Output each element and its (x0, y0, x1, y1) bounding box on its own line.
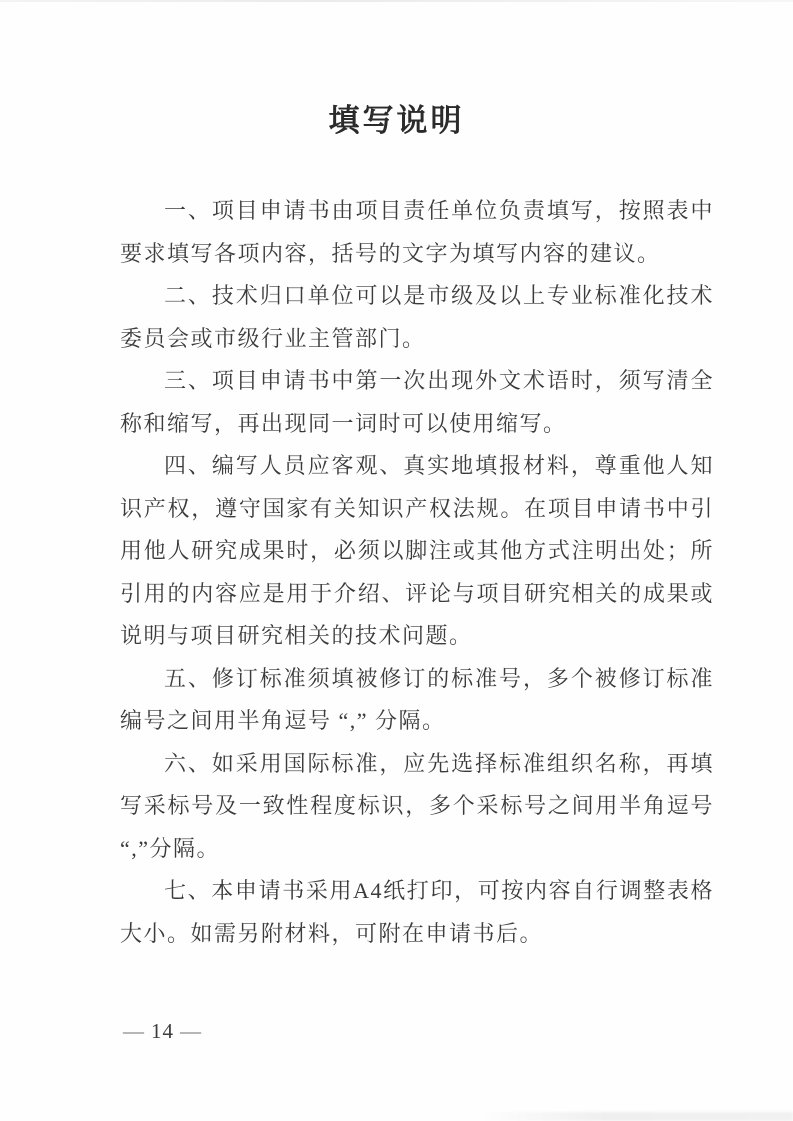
instruction-paragraph: 一、项目申请书由项目责任单位负责填写，按照表中要求填写各项内容，括号的文字为填写内容的建议。 (120, 198, 714, 266)
instruction-paragraph: 七、本申请书采用A4纸打印，可按内容自行调整表格大小。如需另附材料，可附在申请书后。 (120, 878, 714, 946)
instruction-paragraph: 五、修订标准须填被修订的标准号，多个被修订标准编号之间用半角逗号 “,” 分隔。 (120, 665, 714, 733)
page-number-dash-left: — (123, 1019, 145, 1043)
instruction-paragraph: 四、编写人员应客观、真实地填报材料，尊重他人知识产权，遵守国家有关知识产权法规。在项目申请书中引用他人研究成果时，必须以脚注或其他方式注明出处；所引用的内容应是用于介绍、评论与项目研究相关的成果或说明与项目研究相关的技术问题。 (120, 453, 714, 648)
instruction-paragraph: 三、项目申请书中第一次出现外文术语时，须写清全称和缩写，再出现同一词时可以使用缩写。 (120, 368, 714, 436)
scan-artifact-bottom-shadow (480, 1112, 793, 1121)
page-number-value: 14 (151, 1019, 174, 1043)
scan-artifact-top-line (0, 0, 793, 2)
instruction-paragraph: 二、技术归口单位可以是市级及以上专业标准化技术委员会或市级行业主管部门。 (120, 283, 714, 351)
page-number-dash-right: — (180, 1019, 202, 1043)
page-number (117, 1019, 208, 1044)
instructions-body (120, 190, 714, 955)
page-title: 填写说明 (328, 103, 465, 138)
instruction-paragraph: 六、如采用国际标准，应先选择标准组织名称，再填写采标号及一致性程度标识，多个采标号之间用半角逗号 “,”分隔。 (120, 750, 714, 861)
